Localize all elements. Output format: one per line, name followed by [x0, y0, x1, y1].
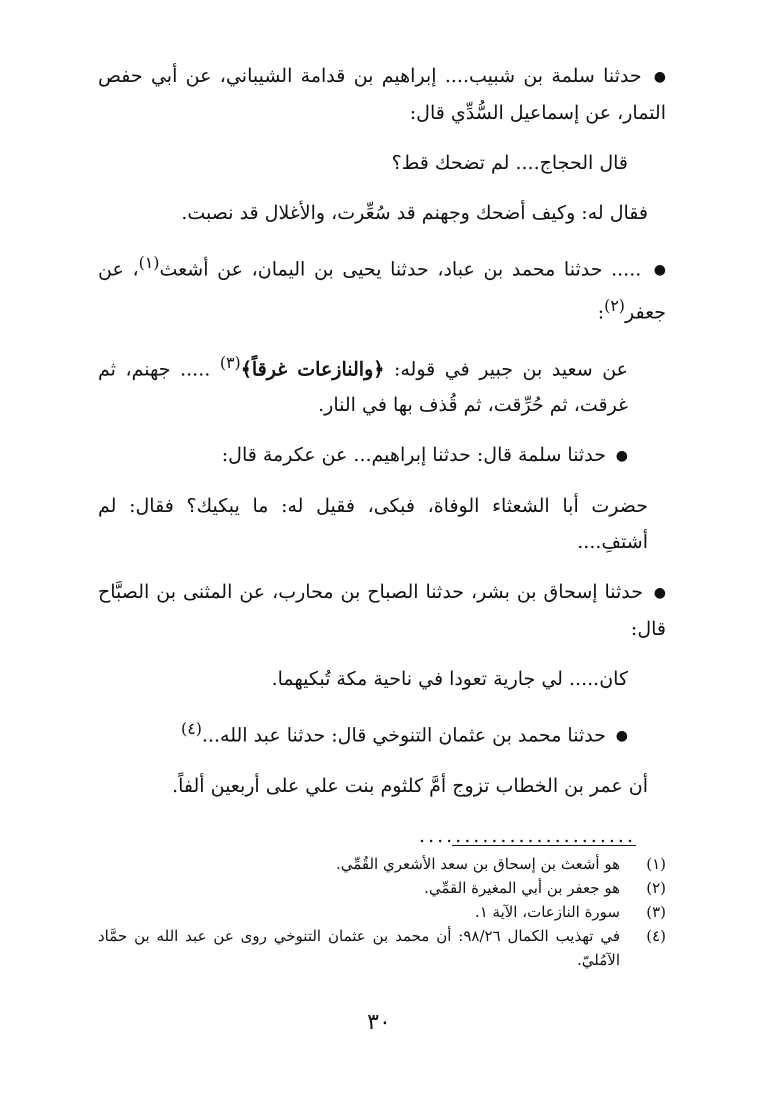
paragraph-9: كان..... لي جارية تعودا في ناحية مكة تُبكيهما.: [271, 667, 628, 690]
main-text: [98, 58, 666, 868]
paragraph-2: قال الحجاج.... لم تضحك قط؟: [391, 152, 628, 174]
footnote-ref-2: (٢): [604, 296, 625, 316]
footnote-number: (٣): [646, 903, 666, 921]
paragraph-10-text: حدثنا محمد بن عثمان التنوخي قال: حدثنا عبد الله...: [201, 724, 606, 747]
paragraph-4-end: :: [597, 301, 605, 324]
footnote-separator: [452, 845, 636, 846]
quran-quote: ﴿والنازعات غرقاً﴾: [240, 357, 385, 380]
footnote-4: [98, 924, 666, 972]
bullet-icon: ●: [653, 584, 666, 601]
bullet-icon: ●: [653, 69, 666, 85]
paragraph-6-text: حدثنا سلمة قال: حدثنا إبراهيم... عن عكرمة قال:: [221, 443, 606, 466]
bullet-icon: ●: [615, 447, 628, 464]
footnote-number: (٤): [646, 927, 666, 945]
paragraph-4: [98, 245, 666, 331]
paragraph-7: حضرت أبا الشعثاء الوفاة، فبكى، فقيل له: ما يبكيك؟ فقال: لم أشتفِ....: [98, 494, 648, 553]
paragraph-1-text: حدثنا سلمة بن شبيب.... إبراهيم بن قدامة الشيباني، عن أبي حفص التمار، عن إسماعيل السُّدِّي قال:: [98, 65, 666, 124]
footnote-text: هو جعفر بن أبي المغيرة القمِّي.: [424, 879, 620, 897]
paragraph-4-mid: ، عن جعفر: [98, 258, 666, 324]
bullet-icon: ●: [615, 728, 628, 745]
footnote-ref-3: (٣): [219, 352, 241, 372]
footnote-number: (١): [646, 855, 666, 873]
bullet-icon: ●: [653, 262, 666, 279]
footnote-number: (٢): [646, 879, 666, 897]
footnote-text: سورة النازعات، الآية ١.: [474, 903, 620, 921]
paragraph-1: [98, 58, 666, 131]
paragraph-8: [98, 574, 666, 647]
page-number: ٣٠: [367, 1010, 391, 1035]
ellipsis-line: ........................: [419, 825, 636, 848]
paragraph-6: [98, 437, 666, 474]
footnote-text: في تهذيب الكمال ٩٨/٢٦: أن محمد بن عثمان التنوخي روى عن عبد الله بن حمَّاد الآمُليّ.: [98, 927, 620, 969]
paragraph-3: فقال له: وكيف أضحك وجهنم قد سُعِّرت، والأغلال قد نصبت.: [181, 202, 648, 224]
paragraph-4-text: ..... حدثنا محمد بن عباد، حدثنا يحيى بن اليمان، عن أشعث: [159, 258, 642, 281]
paragraph-5: [98, 345, 666, 423]
footnote-ref-1: (١): [138, 253, 160, 272]
footnote-ref-4: (٤): [181, 718, 202, 738]
paragraph-5-start: عن سعيد بن جبير في قوله:: [393, 357, 628, 380]
paragraph-5-end: ..... جهنم، ثم غرقت، ثم حُرِّقت، ثم قُذف بها في النار.: [98, 357, 628, 416]
paragraph-8-text: حدثنا إسحاق بن بشر، حدثنا الصباح بن محارب، عن المثنى بن الصبَّاح قال:: [98, 580, 666, 640]
footnote-1: [98, 852, 666, 876]
footnotes: [98, 852, 666, 972]
footnote-2: [98, 876, 666, 900]
paragraph-10: [98, 711, 666, 754]
footnote-text: هو أشعث بن إسحاق بن سعد الأشعري القُمِّي.: [335, 855, 620, 873]
footnote-3: [98, 900, 666, 924]
paragraph-11: أن عمر بن الخطاب تزوج أمَّ كلثوم بنت علي على أربعين ألفاً.: [172, 775, 648, 798]
